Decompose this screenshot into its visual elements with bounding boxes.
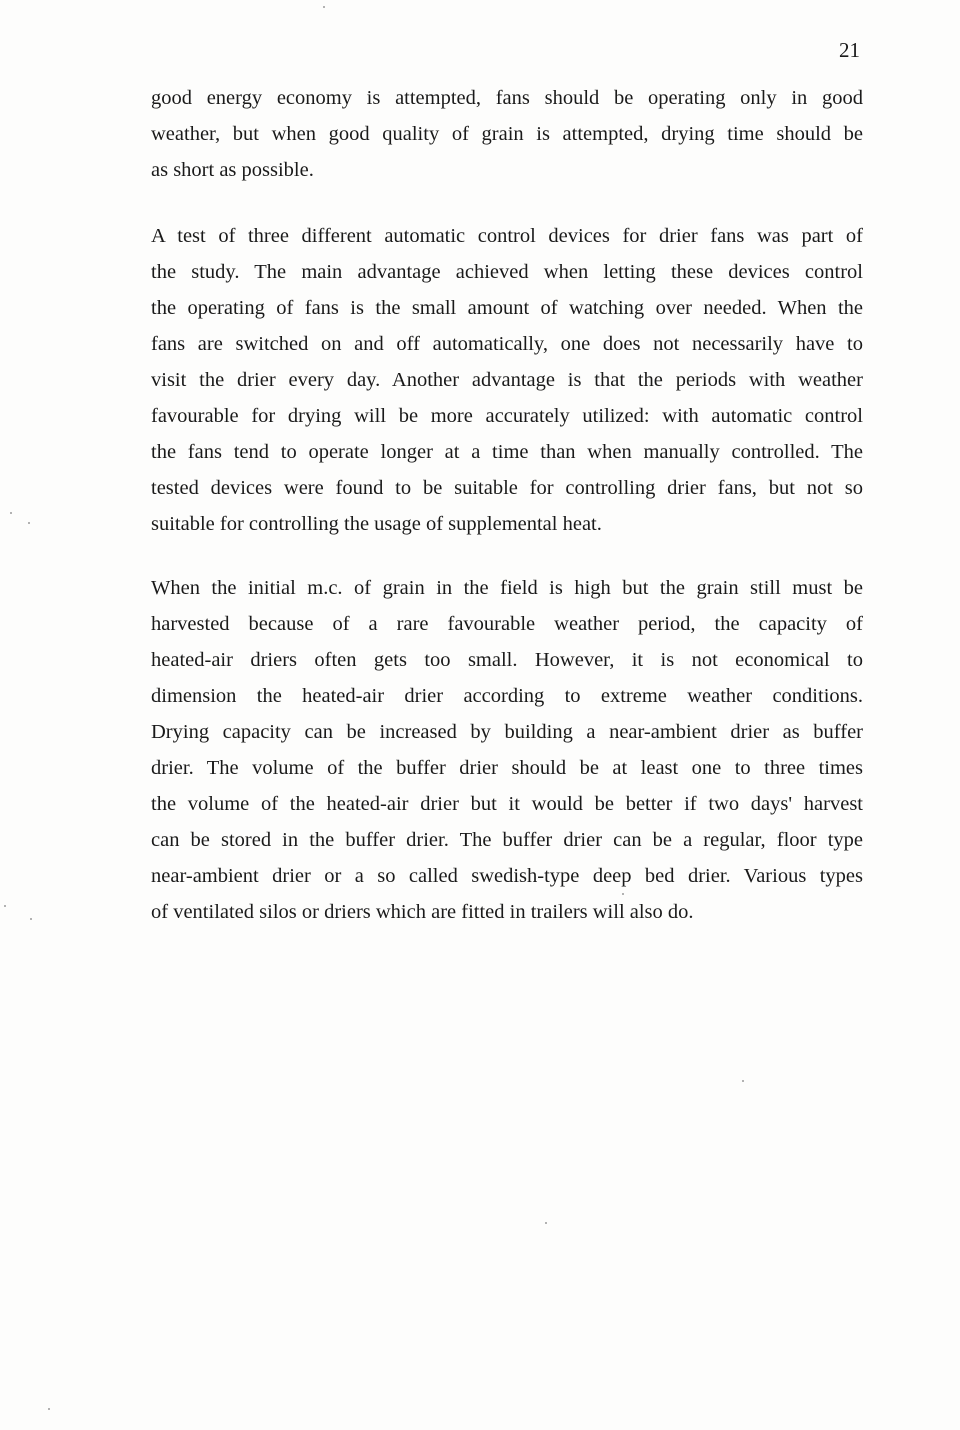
paragraph-line: the volume of the heated-air drier but it would be better if two days' harvest [151,793,863,815]
paragraph-line: the operating of fans is the small amount of watching over needed. When the [151,297,863,319]
paragraph-1 [151,80,863,188]
scan-speck [48,1408,50,1410]
paragraph-line: Drying capacity can be increased by building a near-ambient drier as buffer [151,721,863,743]
scan-speck [30,918,32,920]
paragraph-line: fans are switched on and off automatically, one does not necessarily have to [151,333,863,355]
scan-speck [742,1080,744,1082]
paragraph-line: suitable for controlling the usage of supplemental heat. [151,513,602,535]
paragraph-line: near-ambient drier or a so called swedish-type deep bed drier. Various types [151,865,863,887]
paragraph-line: tested devices were found to be suitable for controlling drier fans, but not so [151,477,863,499]
paragraph-line: the study. The main advantage achieved when letting these devices control [151,261,863,283]
paragraph-line: can be stored in the buffer drier. The buffer drier can be a regular, floor type [151,829,863,851]
scan-speck [545,1222,547,1224]
paragraph-line: dimension the heated-air drier according to extreme weather conditions. [151,685,863,707]
paragraph-line: visit the drier every day. Another advantage is that the periods with weather [151,369,863,391]
scan-speck [10,512,12,514]
paragraph-line: When the initial m.c. of grain in the field is high but the grain still must be [151,577,863,599]
scan-speck [622,893,624,895]
scan-speck [323,6,325,8]
scan-speck [4,905,6,907]
page-number: 21 [839,38,860,62]
paragraph-line: heated-air driers often gets too small. However, it is not economical to [151,649,863,671]
paragraph-line: of ventilated silos or driers which are fitted in trailers will also do. [151,901,694,923]
scan-speck [28,522,30,524]
paragraph-line: weather, but when good quality of grain is attempted, drying time should be [151,123,863,145]
paragraph-3 [151,570,863,930]
paragraph-line: good energy economy is attempted, fans should be operating only in good [151,87,863,109]
paragraph-line: favourable for drying will be more accurately utilized: with automatic control [151,405,863,427]
paragraph-2 [151,218,863,542]
paragraph-line: drier. The volume of the buffer drier should be at least one to three times [151,757,863,779]
paragraph-line: the fans tend to operate longer at a time than when manually controlled. The [151,441,863,463]
paragraph-line: harvested because of a rare favourable weather period, the capacity of [151,613,863,635]
paragraph-line: as short as possible. [151,159,314,181]
paragraph-line: A test of three different automatic control devices for drier fans was part of [151,225,863,247]
